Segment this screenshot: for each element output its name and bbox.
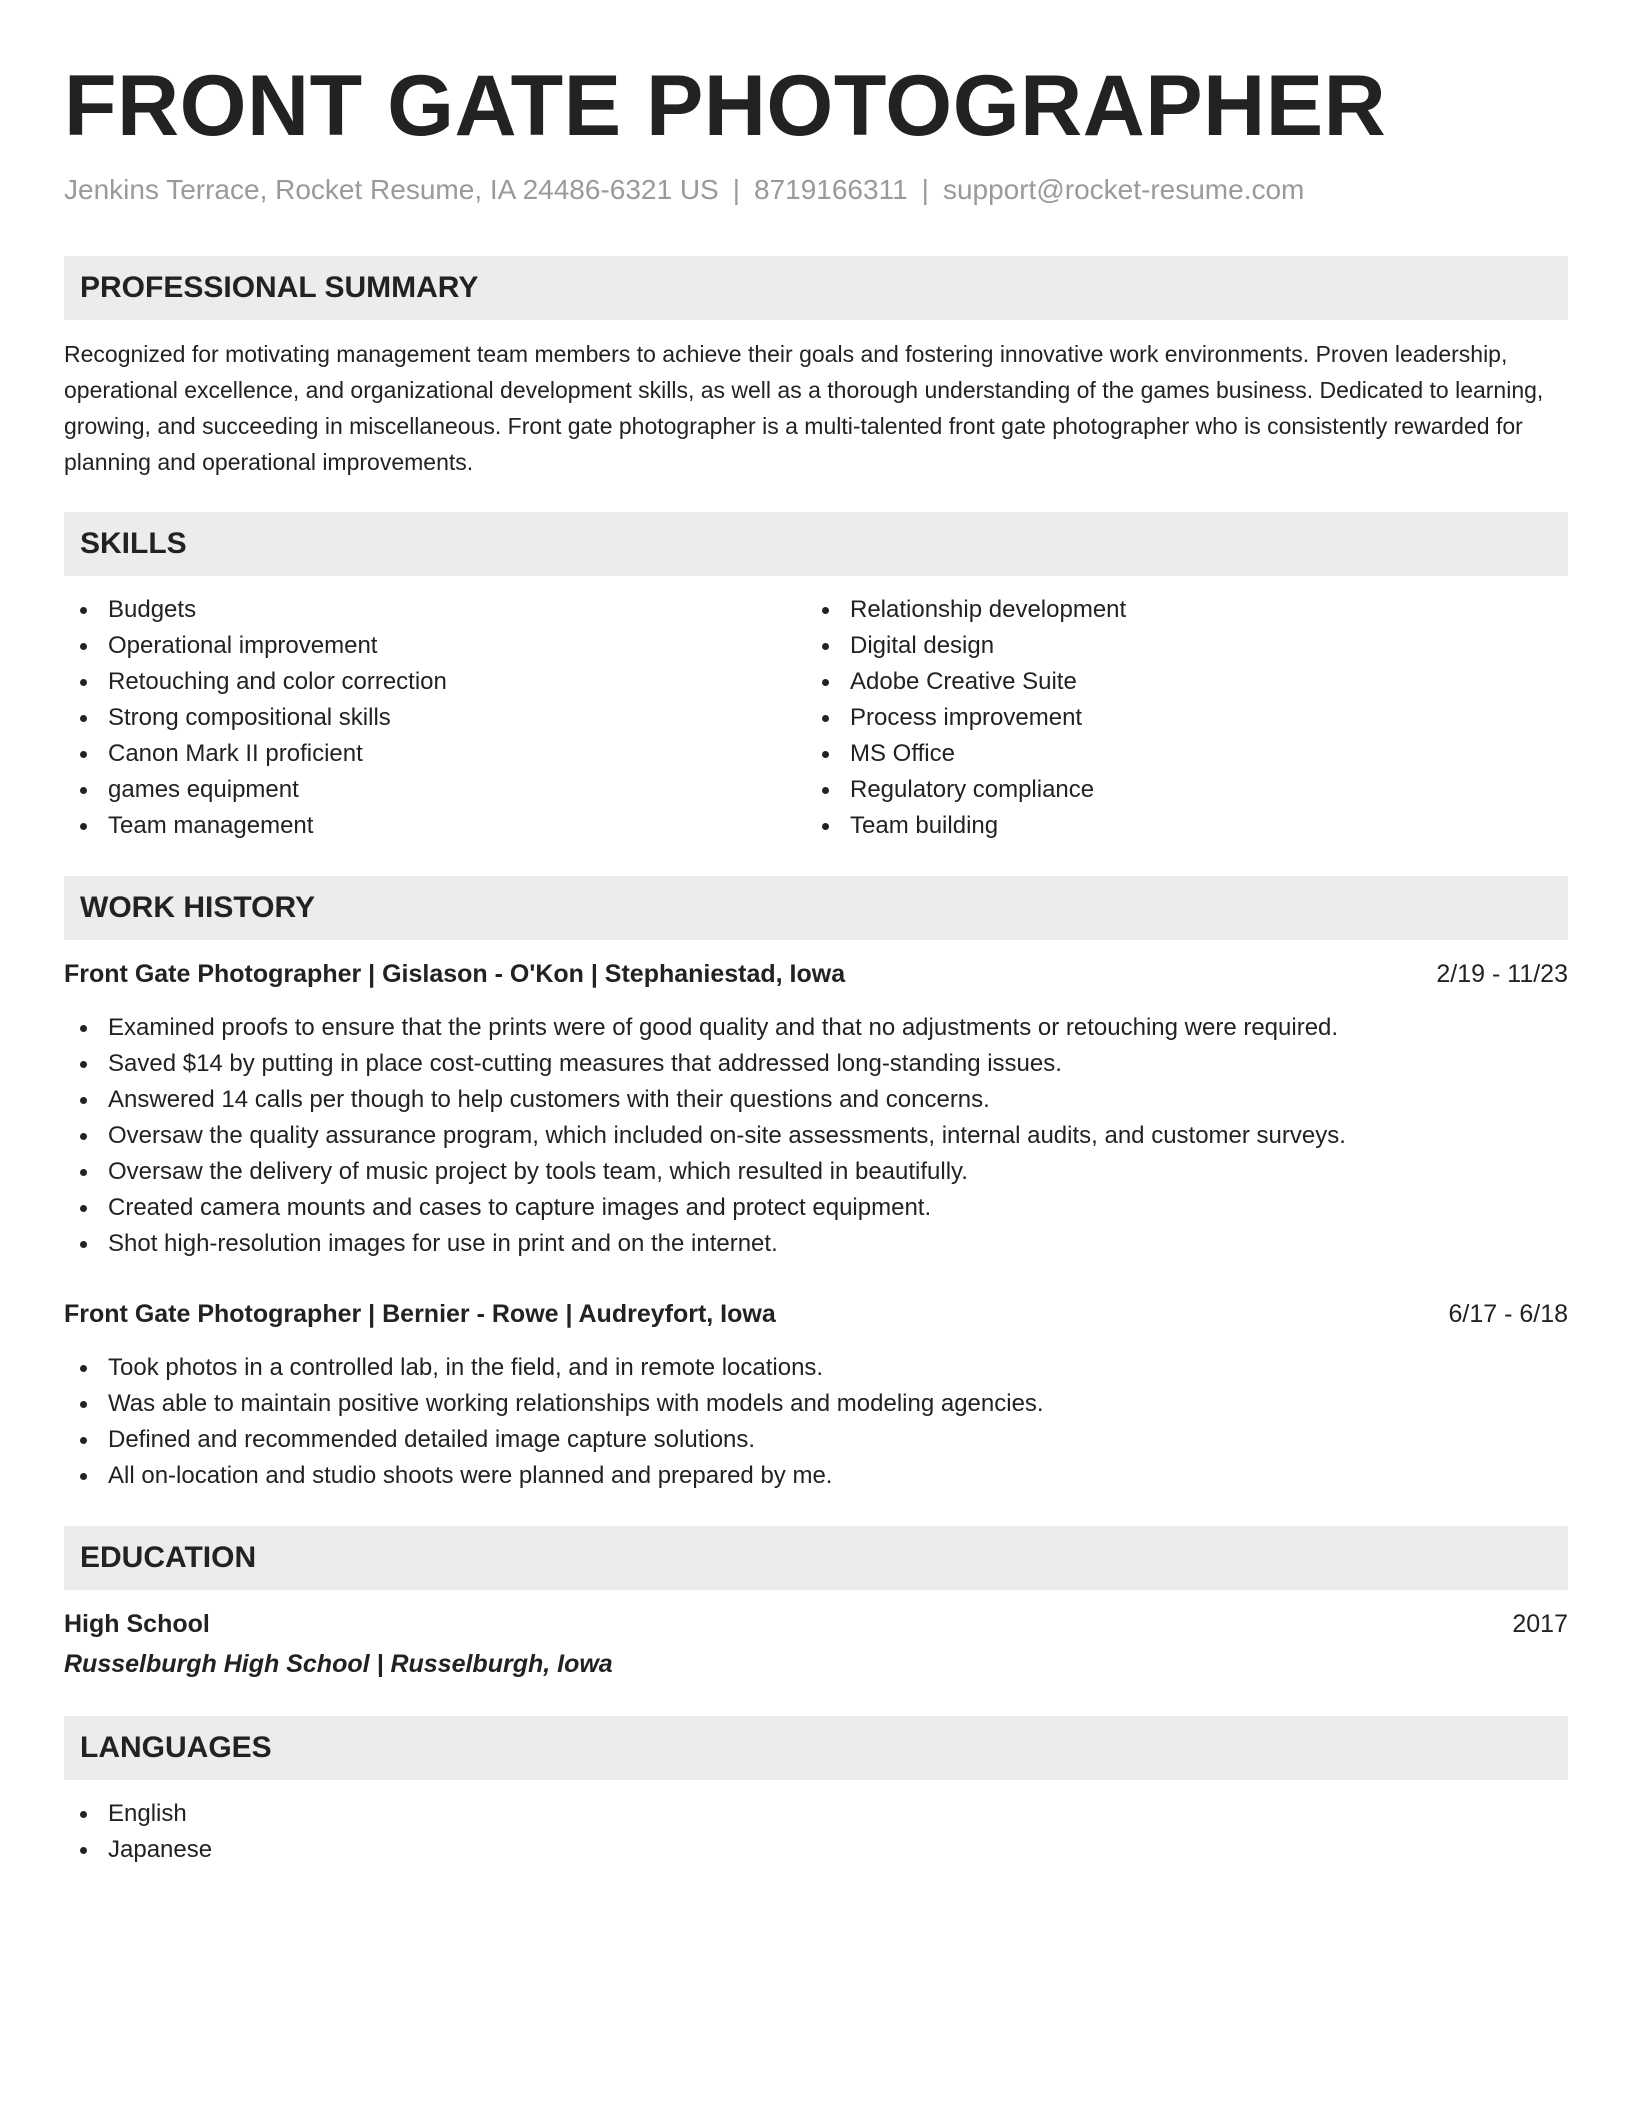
job-title: Front Gate Photographer | Bernier - Rowe | Audreyfort, Iowa: [64, 1300, 776, 1328]
contact-separator: |: [732, 174, 740, 205]
skill-item: Operational improvement: [64, 628, 806, 664]
skill-item: Retouching and color correction: [64, 664, 806, 700]
contact-separator: |: [921, 174, 929, 205]
section-header-work-history: WORK HISTORY: [64, 876, 1568, 940]
section-header-summary: PROFESSIONAL SUMMARY: [64, 256, 1568, 320]
education-degree: High School: [64, 1610, 210, 1638]
job-bullet: Took photos in a controlled lab, in the field, and in remote locations.: [64, 1350, 1568, 1386]
skills-column-right: [806, 592, 1548, 844]
languages-list: [64, 1796, 1568, 1868]
job-entry: [64, 1296, 1568, 1494]
job-entry: [64, 956, 1568, 1262]
skills-column-left: [64, 592, 806, 844]
language-item: Japanese: [64, 1832, 1568, 1868]
contact-line: [64, 172, 1568, 208]
education-school: Russelburgh High School | Russelburgh, Iowa: [64, 1650, 613, 1678]
skill-item: games equipment: [64, 772, 806, 808]
section-header-education: EDUCATION: [64, 1526, 1568, 1590]
job-bullets: [64, 1010, 1568, 1262]
contact-email: support@rocket-resume.com: [942, 174, 1305, 205]
job-bullet: Shot high-resolution images for use in print and on the internet.: [64, 1226, 1568, 1262]
skill-item: Team building: [806, 808, 1548, 844]
section-header-languages: LANGUAGES: [64, 1716, 1568, 1780]
skills-list: [64, 592, 1568, 844]
skill-item: Relationship development: [806, 592, 1548, 628]
skill-item: Digital design: [806, 628, 1548, 664]
job-dates: 2/19 - 11/23: [1436, 960, 1568, 988]
job-bullet: Was able to maintain positive working relationships with models and modeling agencies.: [64, 1386, 1568, 1422]
job-bullet: Saved $14 by putting in place cost-cutting measures that addressed long-standing issues.: [64, 1046, 1568, 1082]
skill-item: Strong compositional skills: [64, 700, 806, 736]
job-bullet: Created camera mounts and cases to capture images and protect equipment.: [64, 1190, 1568, 1226]
skill-item: Canon Mark II proficient: [64, 736, 806, 772]
job-bullet: Oversaw the quality assurance program, which included on-site assessments, internal audits, and customer surveys.: [64, 1118, 1568, 1154]
skill-item: Regulatory compliance: [806, 772, 1548, 808]
job-header: [64, 956, 1568, 992]
skill-item: Process improvement: [806, 700, 1548, 736]
summary-text: Recognized for motivating management team members to achieve their goals and fostering innovative work environments. Proven leadership, operational excellence, and organizational development skills, as well as a thorough understanding of the games business. Dedicated to learning, growing, and succeeding in miscellaneous. Front gate photographer is a multi-talented front gate photographer who is consistently rewarded for planning and operational improvements.: [64, 341, 1544, 475]
contact-address: Jenkins Terrace, Rocket Resume, IA 24486-6321 US: [64, 174, 719, 205]
job-dates: 6/17 - 6/18: [1448, 1300, 1568, 1328]
education-header: [64, 1606, 1568, 1642]
skill-item: Team management: [64, 808, 806, 844]
job-header: [64, 1296, 1568, 1332]
resume-page: [64, 0, 1568, 1868]
job-bullet: Examined proofs to ensure that the prints were of good quality and that no adjustments or retouching were required.: [64, 1010, 1568, 1046]
job-bullets: [64, 1350, 1568, 1494]
skill-item: MS Office: [806, 736, 1548, 772]
skill-item: Adobe Creative Suite: [806, 664, 1548, 700]
job-bullet: Oversaw the delivery of music project by tools team, which resulted in beautifully.: [64, 1154, 1568, 1190]
language-item: English: [64, 1796, 1568, 1832]
skill-item: Budgets: [64, 592, 806, 628]
education-year: 2017: [1512, 1610, 1568, 1638]
job-title: Front Gate Photographer | Gislason - O'Kon | Stephaniestad, Iowa: [64, 960, 846, 988]
education-entry: [64, 1606, 1568, 1682]
job-bullet: Defined and recommended detailed image capture solutions.: [64, 1422, 1568, 1458]
contact-phone: 8719166311: [754, 174, 908, 205]
resume-name: FRONT GATE PHOTOGRAPHER: [64, 58, 1387, 154]
job-bullet: Answered 14 calls per though to help customers with their questions and concerns.: [64, 1082, 1568, 1118]
job-bullet: All on-location and studio shoots were planned and prepared by me.: [64, 1458, 1568, 1494]
section-header-skills: SKILLS: [64, 512, 1568, 576]
